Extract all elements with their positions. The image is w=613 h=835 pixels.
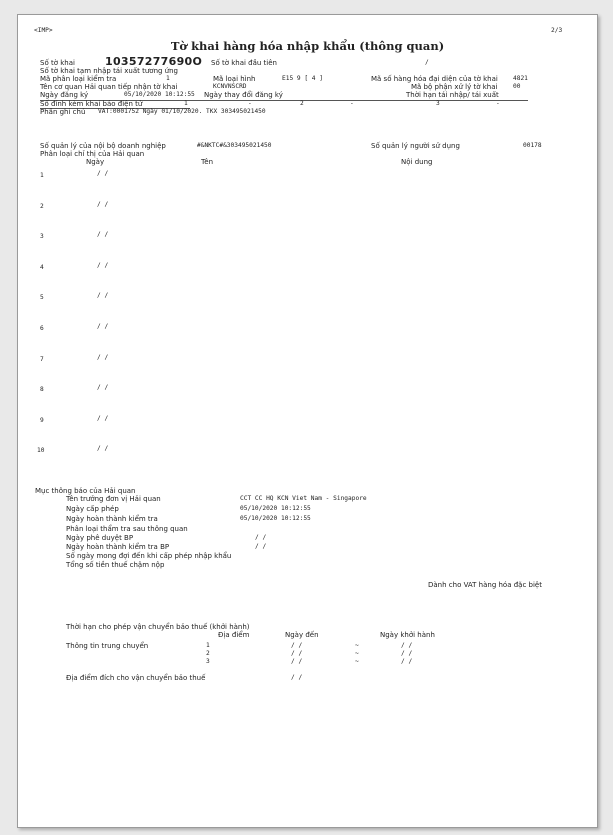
so-to-khai-value: 10357277690O [105, 55, 203, 68]
ghi-chu-value: VAT:0001752 Ngày 01/10/2020. TKX 303495021450 [98, 108, 266, 115]
instruction-row-number: 5 [40, 294, 44, 301]
instruction-row-number: 7 [40, 356, 44, 363]
page-number: 2/3 [551, 27, 563, 34]
instruction-row-number: 3 [40, 233, 44, 240]
instruction-row-number: 4 [40, 264, 44, 271]
phan-loai-tham-tra-label: Phân loại thẩm tra sau thông quan [66, 525, 188, 533]
dinh-kem-dash-2: - [350, 100, 354, 107]
vat-label: Dành cho VAT hàng hóa đặc biệt [428, 581, 542, 589]
ngay-hoan-thanh-bp-label: Ngày hoàn thành kiểm tra BP [66, 543, 170, 551]
transport-row-number: 3 [206, 658, 210, 665]
so-to-khai-label: Số tờ khai [40, 59, 75, 67]
document-title: Tờ khai hàng hóa nhập khẩu (thông quan) [170, 39, 445, 53]
ngay-hoan-thanh-label: Ngày hoàn thành kiểm tra [66, 515, 158, 523]
instruction-row-number: 2 [40, 203, 44, 210]
transport-row-depart: / / [401, 650, 413, 657]
ma-phan-loai-label: Mã phân loại kiểm tra [40, 75, 117, 83]
ngay-thay-doi-label: Ngày thay đổi đăng ký [204, 91, 283, 99]
nguoi-su-dung-value: 00178 [523, 142, 542, 149]
transport-row-arrive: / / [291, 650, 303, 657]
ma-bo-phan-value: 00 [513, 83, 521, 90]
ngay-phe-duyet-label: Ngày phê duyệt BP [66, 534, 134, 542]
instruction-row-number: 6 [40, 325, 44, 332]
ma-phan-loai-value: 1 [166, 75, 170, 82]
chi-thi-label: Phân loại chỉ thị của Hải quan [40, 150, 145, 158]
notice-title: Mục thông báo của Hải quan [35, 487, 136, 495]
thoi-han-label: Thời hạn tái nhập/ tái xuất [406, 91, 499, 99]
ngay-dang-ky-value: 05/10/2020 10:12:55 [124, 91, 195, 98]
ngay-cap-phep-value: 05/10/2020 10:12:55 [240, 505, 311, 512]
instruction-row-date: / / [97, 445, 109, 452]
thong-tin-trung-chuyen-label: Thông tin trung chuyển [66, 642, 149, 650]
instruction-row-date: / / [97, 323, 109, 330]
instruction-row-number: 10 [37, 447, 45, 454]
ma-loai-hinh-value: E15 9 [ 4 ] [282, 75, 323, 82]
ma-so-hang-label: Mã số hàng hóa đại diện của tờ khai [371, 75, 498, 83]
ngay-dang-ky-label: Ngày đăng ký [40, 91, 89, 99]
transport-row-depart: / / [401, 658, 413, 665]
dia-diem-dich-value: / / [291, 674, 303, 681]
instruction-row-date: / / [97, 292, 109, 299]
transport-row-separator: ~ [355, 658, 359, 665]
ngay-hoan-thanh-bp-value: / / [255, 543, 267, 550]
so-ngay-mong-doi-label: Số ngày mong đợi đến khi cấp phép nhập khẩu [66, 552, 232, 560]
instruction-row-date: / / [97, 262, 109, 269]
transport-row-arrive: / / [291, 642, 303, 649]
instruction-row-number: 9 [40, 417, 44, 424]
transport-row-number: 1 [206, 642, 210, 649]
instruction-row-date: / / [97, 354, 109, 361]
ten-co-quan-value: KCNVNSCRD [213, 83, 247, 90]
ghi-chu-label: Phần ghi chú [40, 108, 86, 116]
ma-so-hang-value: 4821 [513, 75, 528, 82]
imp-marker: <IMP> [34, 27, 53, 34]
transport-row-number: 2 [206, 650, 210, 657]
thoi-han-van-chuyen-label: Thời hạn cho phép vận chuyển bảo thuế (khởi hành) [66, 623, 250, 631]
ten-truong-label: Tên trưởng đơn vị Hải quan [66, 495, 161, 503]
instruction-row-number: 8 [40, 386, 44, 393]
nguoi-su-dung-label: Số quản lý người sử dụng [371, 142, 460, 150]
dinh-kem-1: 1 [184, 100, 188, 107]
dinh-kem-label: Số đính kèm khai báo điện tử [40, 100, 143, 108]
document-page [17, 14, 598, 828]
noi-bo-value: #&NKTC#&303495021450 [197, 142, 272, 149]
instruction-row-date: / / [97, 170, 109, 177]
ngay-hoan-thanh-value: 05/10/2020 10:12:55 [240, 515, 311, 522]
noi-bo-label: Số quản lý của nội bộ doanh nghiệp [40, 142, 166, 150]
instruction-row-date: / / [97, 384, 109, 391]
instruction-row-date: / / [97, 201, 109, 208]
dinh-kem-dash-1: - [248, 100, 252, 107]
ma-loai-hinh-label: Mã loại hình [213, 75, 256, 83]
instruction-row-number: 1 [40, 172, 44, 179]
dau-tien-label: Số tờ khai đầu tiên [211, 59, 277, 67]
instruction-row-date: / / [97, 415, 109, 422]
dia-diem-dich-label: Địa điểm đích cho vận chuyển bảo thuế [66, 674, 206, 682]
ngay-phe-duyet-value: / / [255, 534, 267, 541]
ten-co-quan-label: Tên cơ quan Hải quan tiếp nhận tờ khai [40, 83, 178, 91]
dinh-kem-2: 2 [300, 100, 304, 107]
transport-row-separator: ~ [355, 650, 359, 657]
col-dia-diem-header: Địa điểm [218, 631, 250, 639]
ma-bo-phan-label: Mã bộ phận xử lý tờ khai [411, 83, 498, 91]
col-noi-dung-header: Nội dung [401, 158, 433, 166]
dinh-kem-3: 3 [436, 100, 440, 107]
col-ngay-khoi-hanh-header: Ngày khởi hành [380, 631, 435, 639]
instruction-row-date: / / [97, 231, 109, 238]
transport-row-separator: ~ [355, 642, 359, 649]
tong-so-tien-label: Tổng số tiền thuế chậm nộp [66, 561, 165, 569]
col-ngay-den-header: Ngày đến [285, 631, 319, 639]
ngay-cap-phep-label: Ngày cấp phép [66, 505, 119, 513]
transport-row-depart: / / [401, 642, 413, 649]
dau-tien-value: / [425, 59, 429, 66]
tam-nhap-label: Số tờ khai tạm nhập tái xuất tương ứng [40, 67, 178, 75]
col-ngay-header: Ngày [86, 158, 105, 166]
ten-truong-value: CCT CC HQ KCN Viet Nam - Singapore [240, 495, 367, 502]
col-ten-header: Tên [201, 158, 214, 166]
dinh-kem-dash-3: - [496, 100, 500, 107]
transport-row-arrive: / / [291, 658, 303, 665]
